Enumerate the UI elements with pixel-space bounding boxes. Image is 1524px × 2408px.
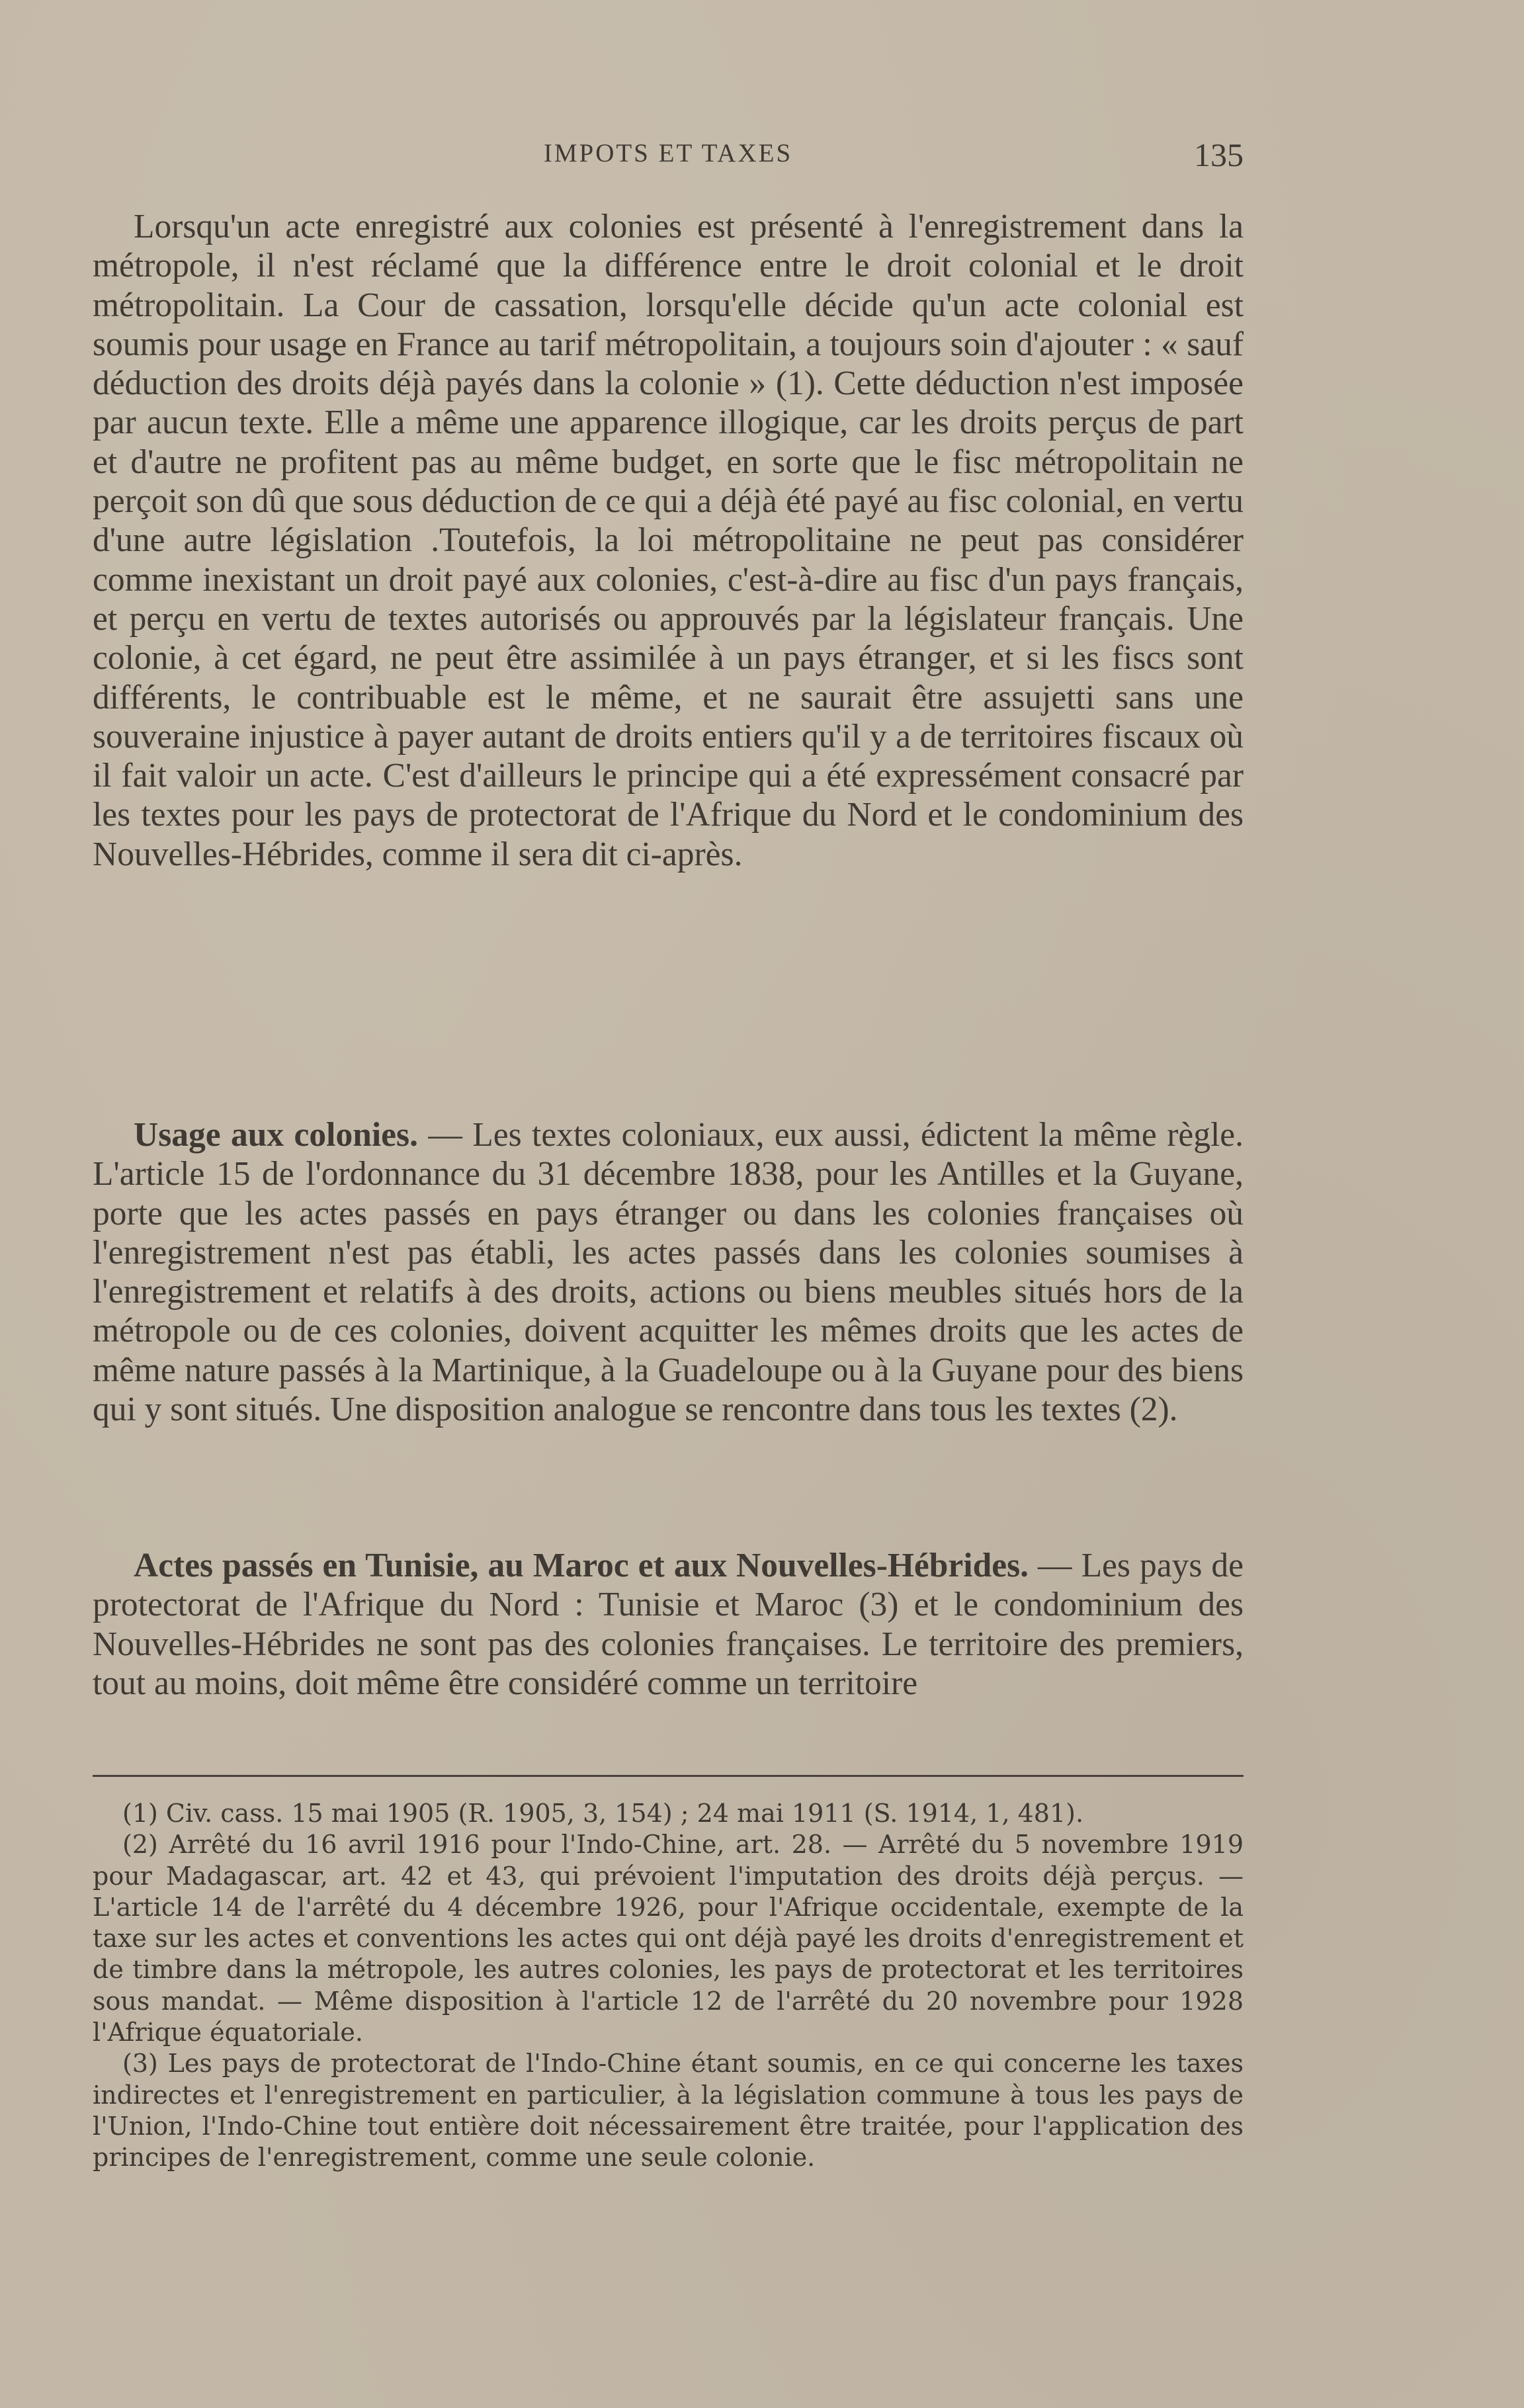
footnote-1: (1) Civ. cass. 15 mai 1905 (R. 1905, 3, 154) ; 24 mai 1911 (S. 1914, 1, 481). <box>122 1799 1084 1828</box>
paragraph-deduction <box>93 207 1244 874</box>
paragraph-text: — Les pays de protectorat de l'Afrique du Nord : Tunisie et Maroc (3) et le condominium des Nouvelles-Hébrides ne sont pas des colonies françaises. Le territoire des premiers, tout au moins, doit même être considéré comme un territoire <box>93 1547 1244 1702</box>
paragraph-tunisie-maroc <box>93 1546 1244 1703</box>
page-header <box>93 136 1244 175</box>
paragraph-usage-colonies <box>93 1115 1244 1429</box>
footnote-divider <box>93 1775 1244 1777</box>
paragraph-text: — Les textes coloniaux, eux aussi, édictent la même règle. L'article 15 de l'ordonnance du 31 décembre 1838, pour les Antilles et la Guyane, porte que les actes passés en pays étranger ou dans les colonies françaises où l'enregistrement n'est pas établi, les actes passés dans les colonies soumises à l'enregistrement et relatifs à des droits, actions ou biens meubles situés hors de la métropole ou de ces colonies, doivent acquitter les mêmes droits que les actes de même nature passés à la Martinique, à la Guadeloupe ou à la Guyane pour des biens qui y sont situés. Une disposition analogue se rencontre dans tous les textes (2). <box>93 1116 1244 1429</box>
page-number: 135 <box>1194 136 1244 173</box>
footnote-3: (3) Les pays de protectorat de l'Indo-Chine étant soumis, en ce qui concerne les taxes indirectes et l'enregistrement en particulier, à la législation commune à tous les pays de l'Union, l'Indo-Chine tout entière doit nécessairement être traitée, pour l'application des principes de l'enregistrement, comme une seule colonie. <box>93 2049 1244 2172</box>
footnote-2: (2) Arrêté du 16 avril 1916 pour l'Indo-Chine, art. 28. — Arrêté du 5 novembre 1919 pour Madagascar, art. 42 et 43, qui prévoient l'imputation des droits déjà perçus. — L'article 14 de l'arrêté du 4 décembre 1926, pour l'Afrique occidentale, exempte de la taxe sur les actes et conventions les actes qui ont déjà payé les droits d'enregistrement et de timbre dans la métropole, les autres colonies, les pays de protectorat et les territoires sous mandat. — Même disposition à l'article 12 de l'arrêté du 20 novembre pour 1928 l'Afrique équatoriale. <box>93 1830 1244 2047</box>
footnotes <box>93 1798 1244 2174</box>
paragraph-text: Lorsqu'un acte enregistré aux colonies est présenté à l'enregistrement dans la métropole, il n'est réclamé que la différence entre le droit colonial et le droit métropolitain. La Cour de cassation, lorsqu'elle décide qu'un acte colonial est soumis pour usage en France au tarif métropolitain, a toujours soin d'ajouter : « sauf déduction des droits déjà payés dans la colonie » (1). Cette déduction n'est imposée par aucun texte. Elle a même une apparence illogique, car les droits perçus de part et d'autre ne profitent pas au même budget, en sorte que le fisc métropolitain ne perçoit son dû que sous déduction de ce qui a déjà été payé au fisc colonial, en vertu d'une autre législation .Toutefois, la loi métropolitaine ne peut pas considérer comme inexistant un droit payé aux colonies, c'est-à-dire au fisc d'un pays français, et perçu en vertu de textes autorisés ou approuvés par la législateur français. Une colonie, à cet égard, ne peut être assimilée à un pays étranger, et si les fiscs sont différents, le contribuable est le même, et ne saurait être assujetti sans une souveraine injustice à payer autant de droits entiers qu'il y a de territoires fiscaux où il fait valoir un acte. C'est d'ailleurs le principe qui a été expressément consacré par les textes pour les pays de protectorat de l'Afrique du Nord et le condominium des Nouvelles-Hébrides, comme il sera dit ci-après. <box>93 208 1244 873</box>
running-title: IMPOTS ET TAXES <box>543 139 793 167</box>
section-heading: Usage aux colonies. <box>134 1116 418 1154</box>
section-heading: Actes passés en Tunisie, au Maroc et aux Nouvelles-Hébrides. <box>134 1547 1029 1584</box>
